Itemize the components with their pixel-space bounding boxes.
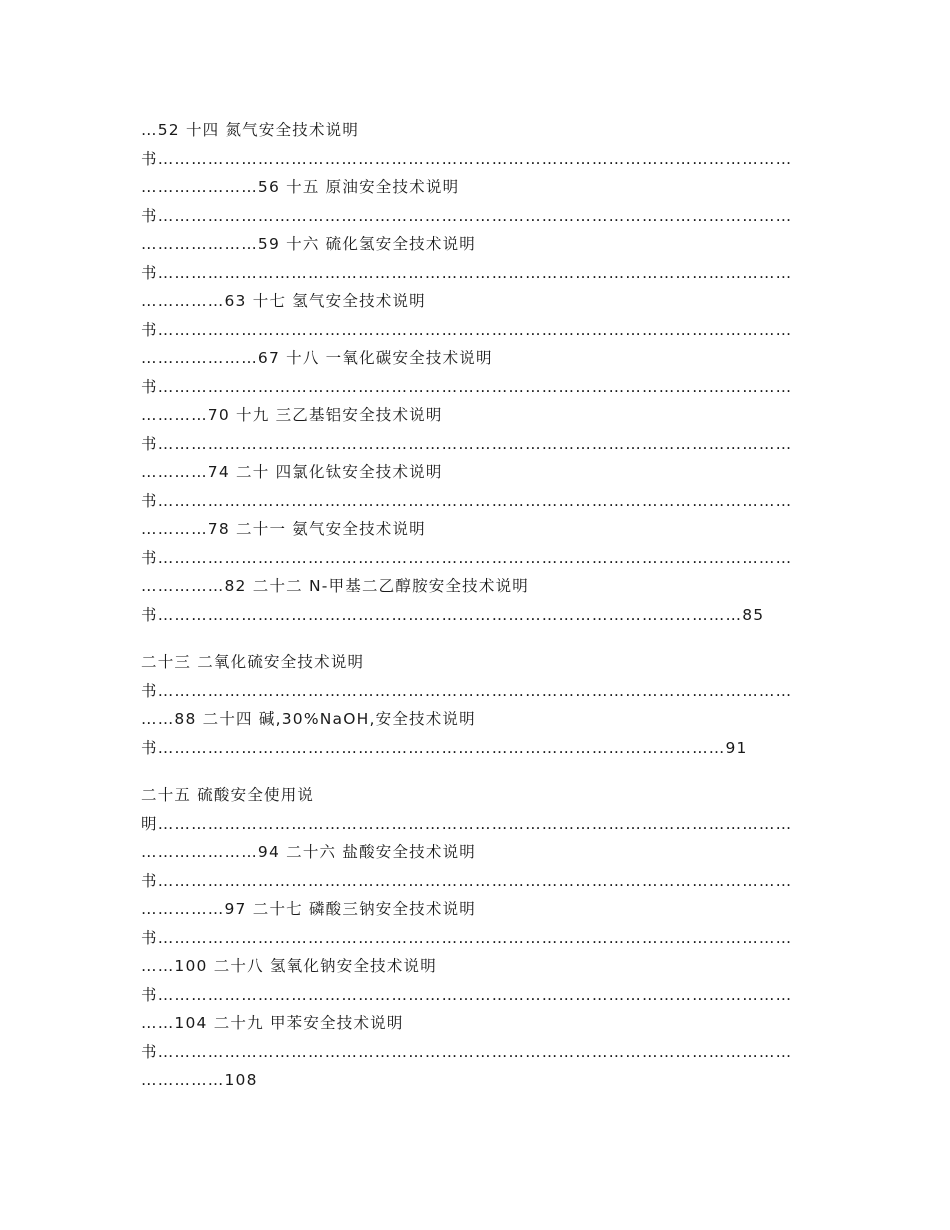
toc-line: ……88 二十四 碱,30%NaOH,安全技术说明 [141,710,476,728]
toc-line: 二十五 硫酸安全使用说 [141,786,315,804]
toc-line: 书…………………………………………………………………………………………………… [141,206,793,225]
toc-line: 二十三 二氧化硫安全技术说明 [141,653,365,671]
toc-line: 书……………………………………………………………………………………………85 [141,605,765,624]
toc-line: 书…………………………………………………………………………………………………… [141,871,793,890]
toc-line: …………………67 十八 一氧化碳安全技术说明 [141,349,493,367]
toc-line: ……100 二十八 氢氧化钠安全技术说明 [141,957,437,975]
toc-line: …………………94 二十六 盐酸安全技术说明 [141,843,476,861]
toc-line: 书…………………………………………………………………………………………………… [141,985,793,1004]
toc-line: …………78 二十一 氨气安全技术说明 [141,520,426,538]
toc-line: 书…………………………………………………………………………………………………… [141,928,793,947]
toc-line: ……104 二十九 甲苯安全技术说明 [141,1014,404,1032]
toc-line: 书…………………………………………………………………………………………………… [141,548,793,567]
toc-line: ……………97 二十七 磷酸三钠安全技术说明 [141,900,476,918]
toc-line: 书…………………………………………………………………………………………………… [141,1042,793,1061]
toc-line: 书…………………………………………………………………………………………………… [141,681,793,700]
toc-line: 书…………………………………………………………………………………………………… [141,149,793,168]
toc-line: …………………59 十六 硫化氢安全技术说明 [141,235,476,253]
toc-line: 书…………………………………………………………………………………………………… [141,320,793,339]
toc-line: 书…………………………………………………………………………………………………… [141,491,793,510]
toc-line: 明…………………………………………………………………………………………………… [141,814,793,833]
toc-line: 书…………………………………………………………………………………………………… [141,263,793,282]
toc-line: ……………108 [141,1071,258,1089]
toc-line: ……………82 二十二 N-甲基二乙醇胺安全技术说明 [141,577,529,595]
toc-line: 书…………………………………………………………………………………………91 [141,738,748,757]
toc-line: …52 十四 氮气安全技术说明 [141,121,360,139]
toc-line: …………74 二十 四氯化钛安全技术说明 [141,463,443,481]
table-of-contents [141,116,811,1095]
toc-line: …………………56 十五 原油安全技术说明 [141,178,460,196]
toc-line: 书…………………………………………………………………………………………………… [141,377,793,396]
toc-line: ……………63 十七 氢气安全技术说明 [141,292,426,310]
toc-line: 书…………………………………………………………………………………………………… [141,434,793,453]
toc-line: …………70 十九 三乙基铝安全技术说明 [141,406,443,424]
